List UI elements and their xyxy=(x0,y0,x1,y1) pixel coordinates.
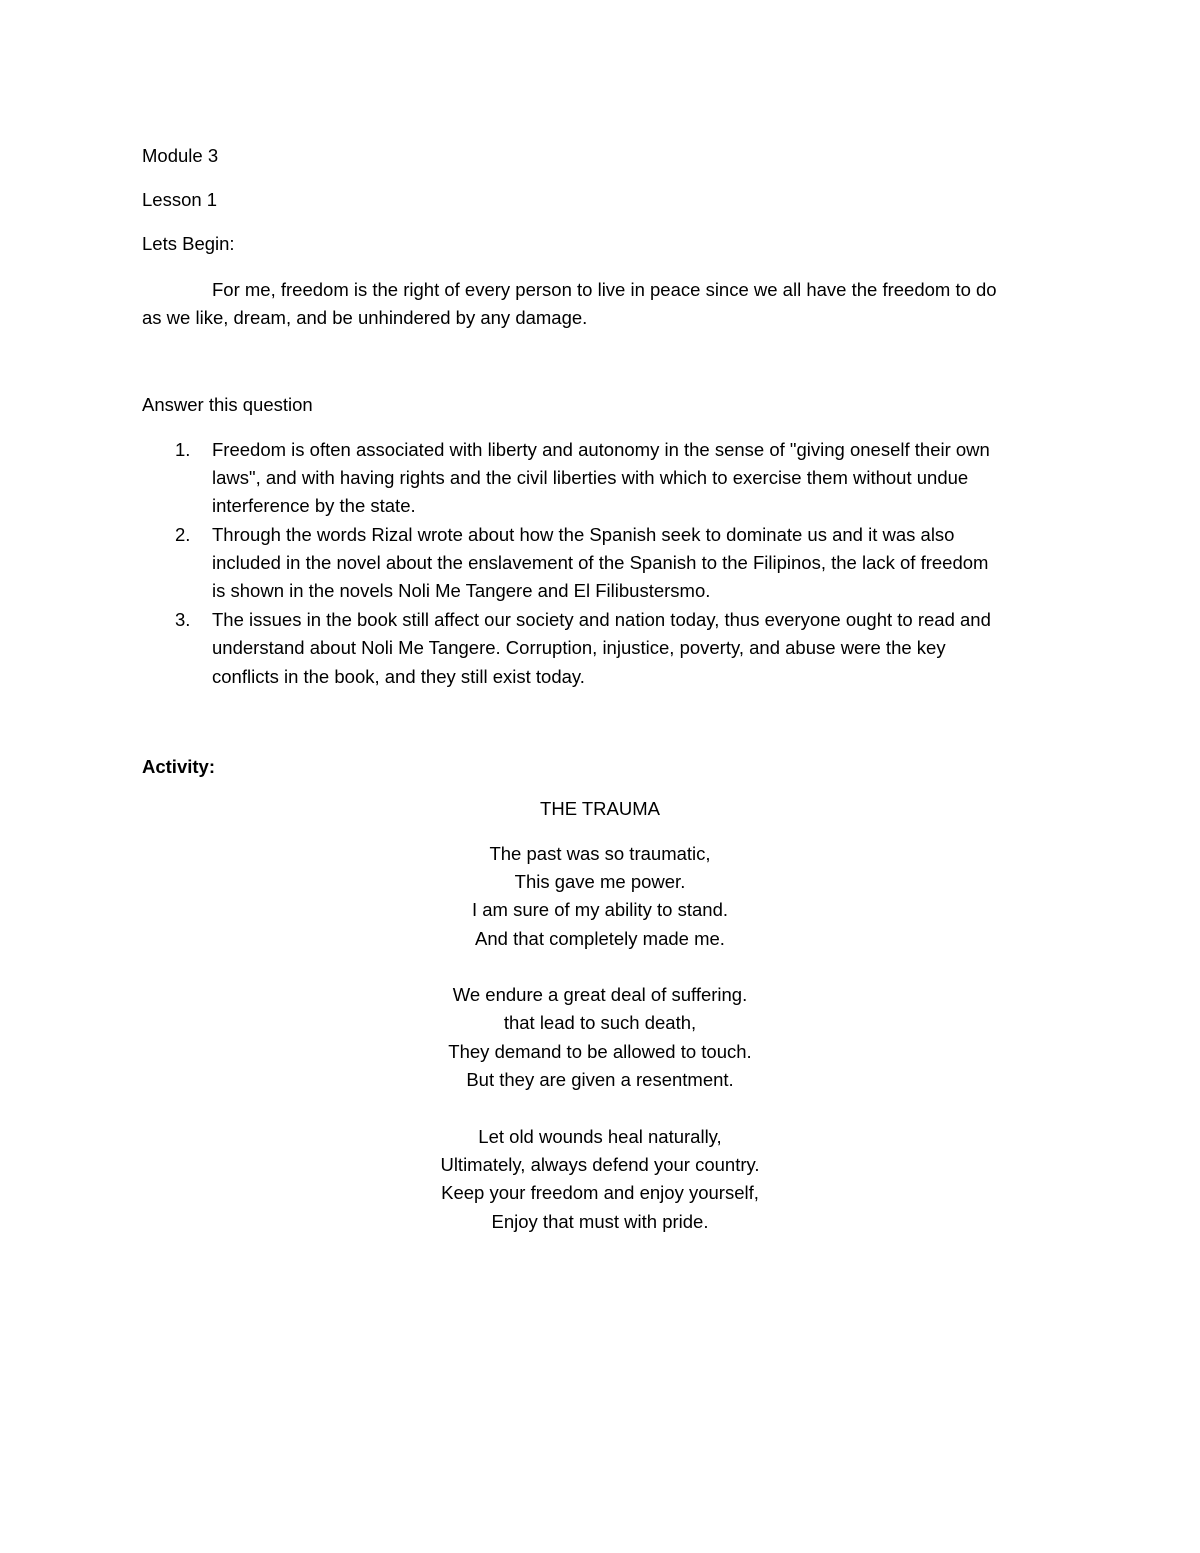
intro-line-1: For me, freedom is the right of every person to live in peace since we all have the freedom to do xyxy=(212,279,997,300)
list-item-line: interference by the state. xyxy=(212,495,416,516)
list-item-line: is shown in the novels Noli Me Tangere and El Filibustersmo. xyxy=(212,580,711,601)
poem-line: And that completely made me. xyxy=(475,928,725,949)
module-label: Module 3 xyxy=(142,145,219,166)
intro-line-2: as we like, dream, and be unhindered by any damage. xyxy=(142,307,588,328)
poem-line: The past was so traumatic, xyxy=(489,843,711,864)
list-item-line: The issues in the book still affect our society and nation today, thus everyone ought to read and xyxy=(212,609,991,630)
poem-line: I am sure of my ability to stand. xyxy=(471,899,729,920)
list-item-number: 1. xyxy=(175,439,191,460)
poem-line: Enjoy that must with pride. xyxy=(491,1211,709,1232)
poem-line: Let old wounds heal naturally, xyxy=(478,1126,722,1147)
list-item-number: 2. xyxy=(175,524,191,545)
activity-heading: Activity: xyxy=(142,756,215,777)
list-item-line: laws", and with having rights and the civil liberties with which to exercise them without undue xyxy=(212,467,969,488)
poem-line: Keep your freedom and enjoy yourself, xyxy=(441,1182,759,1203)
lesson-label: Lesson 1 xyxy=(142,189,218,210)
poem-line: They demand to be allowed to touch. xyxy=(448,1041,752,1062)
list-item-number: 3. xyxy=(175,609,191,630)
poem-line: But they are given a resentment. xyxy=(466,1069,734,1090)
list-item-line: Freedom is often associated with liberty and autonomy in the sense of "giving oneself their own xyxy=(212,439,990,460)
list-item-line: conflicts in the book, and they still exist today. xyxy=(212,666,585,687)
list-item-line: included in the novel about the enslavement of the Spanish to the Filipinos, the lack of freedom xyxy=(212,552,989,573)
poem-title: THE TRAUMA xyxy=(540,798,660,819)
lets-begin-label: Lets Begin: xyxy=(142,233,235,254)
poem-line: Ultimately, always defend your country. xyxy=(440,1154,760,1175)
poem-line: that lead to such death, xyxy=(503,1012,697,1033)
list-item-line: understand about Noli Me Tangere. Corruption, injustice, poverty, and abuse were the key xyxy=(212,637,946,658)
questions-heading: Answer this question xyxy=(142,394,313,415)
poem-line: We endure a great deal of suffering. xyxy=(452,984,748,1005)
poem-line: This gave me power. xyxy=(514,871,686,892)
list-item-line: Through the words Rizal wrote about how the Spanish seek to dominate us and it was also xyxy=(212,524,955,545)
